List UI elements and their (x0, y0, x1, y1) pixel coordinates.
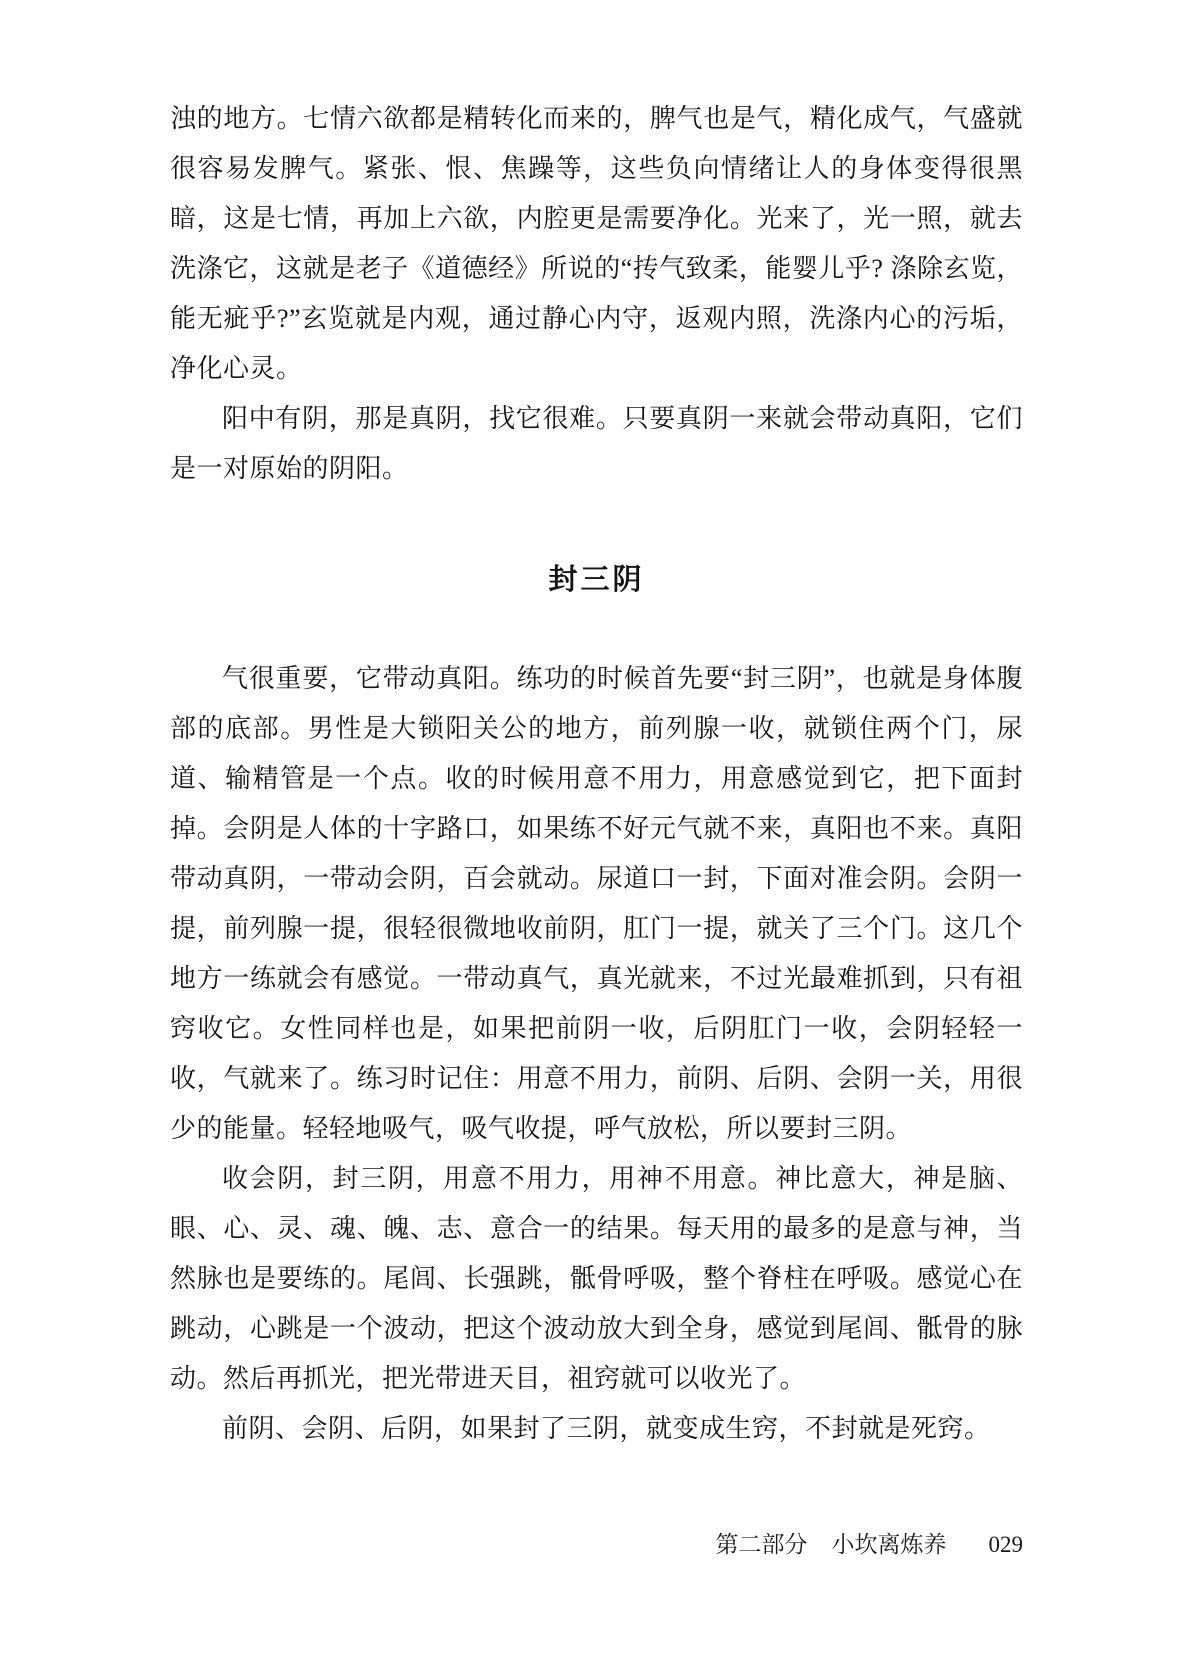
footer-page-number: 029 (988, 1532, 1023, 1557)
section-heading: 封三阴 (548, 564, 645, 596)
page-body (170, 94, 1023, 1454)
paragraph: 阳中有阴，那是真阴，找它很难。只要真阴一来就会带动真阳，它们是一对原始的阴阳。 (170, 404, 1023, 483)
paragraph-continuation: 浊的地方。七情六欲都是精转化而来的，脾气也是气，精化成气，气盛就很容易发脾气。紧张、恨、焦躁等，这些负向情绪让人的身体变得很黑暗，这是七情，再加上六欲，内腔更是需要净化。光来了，光一照，就去洗涤它，这就是老子《道德经》所说的“抟气致柔，能婴儿乎? 涤除玄览，能无疵乎?”玄览就是内观，通过静心内守，返观内照，洗涤内心的污垢，净化心灵。 (170, 104, 1023, 383)
paragraph: 气很重要，它带动真阳。练功的时候首先要“封三阴”，也就是身体腹部的底部。男性是大锁阳关公的地方，前列腺一收，就锁住两个门，尿道、输精管是一个点。收的时候用意不用力，用意感觉到它，把下面封掉。会阴是人体的十字路口，如果练不好元气就不来，真阳也不来。真阳带动真阴，一带动会阴，百会就动。尿道口一封，下面对准会阴。会阴一提，前列腺一提，很轻很微地收前阴，肛门一提，就关了三个门。这几个地方一练就会有感觉。一带动真气，真光就来，不过光最难抓到，只有祖窍收它。女性同样也是，如果把前阴一收，后阴肛门一收，会阴轻轻一收，气就来了。练习时记住：用意不用力，前阴、后阴、会阴一关，用很少的能量。轻轻地吸气，吸气收提，呼气放松，所以要封三阴。 (170, 664, 1023, 1143)
footer-chapter-label: 小坎离炼养 (831, 1532, 947, 1557)
page-footer (716, 1530, 1024, 1560)
paragraph: 收会阴，封三阴，用意不用力，用神不用意。神比意大，神是脑、眼、心、灵、魂、魄、志、意合一的结果。每天用的最多的是意与神，当然脉也是要练的。尾闾、长强跳，骶骨呼吸，整个脊柱在呼吸。感觉心在跳动，心跳是一个波动，把这个波动放大到全身，感觉到尾闾、骶骨的脉动。然后再抓光，把光带进天目，祖窍就可以收光了。 (170, 1164, 1023, 1393)
paragraph: 前阴、会阴、后阴，如果封了三阴，就变成生窍，不封就是死窍。 (222, 1414, 991, 1443)
footer-section-label: 第二部分 (715, 1532, 808, 1557)
